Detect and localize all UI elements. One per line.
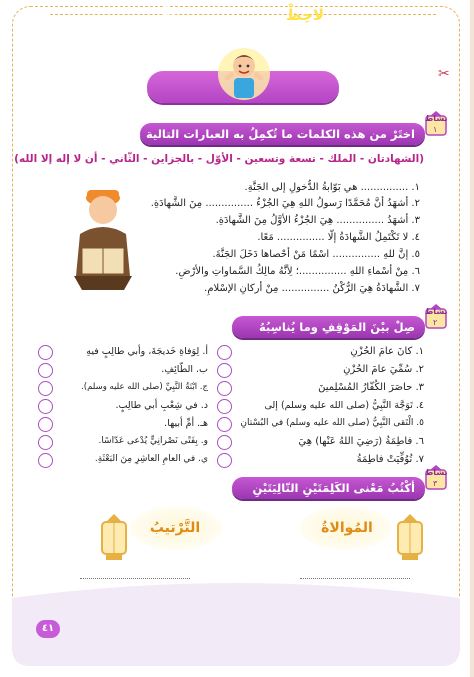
activity1-line-5: ٥. إنَّ للهِ ............... اسْمًا مَنْ أحْصاها دَخَلَ الجَنَّةَ. (212, 249, 420, 260)
activity1-badge-number: ١ (433, 125, 438, 134)
match-right-item-1: ١. كانَ عامَ الحُزْنِ (350, 346, 424, 357)
match-right-circle-2[interactable] (217, 363, 232, 378)
page-edge (470, 0, 474, 677)
match-right-circle-1[interactable] (217, 345, 232, 360)
activity1-word-bank: (الشهادتان - الملك - تسعة وتسعين - الأوّل - بالجزاين - الثّاني - أن لا إله إلا الله) (14, 153, 424, 165)
match-left-item-d: د. في شِعْبِ أبي طالِبٍ. (115, 400, 208, 411)
activity1-line-1: ١. ............... هي بَوّابةُ الدُّخولِ إلى الجَنَّةِ. (244, 182, 420, 193)
match-right-item-6: ٦. فاطِمَةُ (رَضِيَ اللهُ عَنْها) هِيَ (298, 436, 424, 447)
match-left-circle-f[interactable] (38, 435, 53, 450)
activity2-title: صِلْ بيْنَ المَوْقِفِ وما يُناسِبُهُ (258, 320, 415, 334)
child-mascot-icon (216, 44, 272, 108)
match-right-item-3: ٣. حاصَرَ الكُفّارُ المُسْلِمينَ (318, 382, 424, 393)
activity1-line-3: ٣. أشهَدُ ............... هِيَ الجُزْءُ الأوَّلُ مِنَ الشَّهادَةِ. (215, 215, 420, 226)
match-left-item-b: ب. الطّائِفِ. (161, 364, 208, 375)
activity1-badge-label: نشاط (425, 114, 448, 123)
header-observe-label: لاحِظْ (286, 6, 325, 24)
match-left-item-f: و. بِفَتًى نَصْرانِيٍّ يُدْعى عَدّاسًا. (98, 436, 208, 446)
match-left-item-g: ي. في العامِ العاشِرِ مِنَ البَعْثَةِ. (94, 454, 208, 464)
match-right-circle-4[interactable] (217, 399, 232, 414)
activity1-line-6: ٦. مِنْ أسْماءِ اللهِ ...............؛ لِأنَّهُ مالِكُ السَّماواتِ والأرْضِ. (175, 266, 420, 277)
match-right-item-5: ٥. الْتَقى النَّبِيُّ (صلى الله عليه وسلم) في البُسْتانِ (240, 418, 424, 428)
activity3-badge-label: نشاط (425, 468, 448, 477)
scissors-icon: ✂ (438, 66, 450, 82)
activity1-title: اختَرْ من هذه الكلمات ما تُكمِلُ به العبارات التالية (145, 127, 415, 141)
match-right-item-2: ٢. سُمِّيَ عامَ الحُزْنِ (343, 364, 424, 375)
top-dashed-line (50, 14, 436, 15)
match-right-circle-6[interactable] (217, 435, 232, 450)
lantern-right-icon (392, 514, 428, 562)
lantern-left-icon (96, 514, 132, 562)
match-left-item-e: هـ. أمِّ أبيها. (164, 418, 208, 429)
activity1-line-7: ٧. الشَّهادَةُ هِيَ الرُّكْنُ ............... مِنْ أركانِ الإسْلامِ. (204, 283, 420, 294)
boy-reading-quran-illustration (60, 176, 146, 294)
match-left-item-c: ج. ابْنَةُ النَّبِيِّ (صلى الله عليه وسلم). (81, 382, 208, 392)
match-left-circle-c[interactable] (38, 381, 53, 396)
activity2-badge-label: نشاط (425, 307, 448, 316)
match-left-item-a: أ. لِوَفاةِ خَديجَةَ، وأبي طالِبٍ فيهِ (86, 346, 208, 357)
match-right-circle-3[interactable] (217, 381, 232, 396)
activity3-title: أكْتُبُ مَعْنى الكَلِمَتَيْنِ التّالِيَتَيْنِ (252, 481, 415, 495)
meaning-word-right: المُوالاةُ (321, 520, 373, 536)
meaning-word-left: التَّرْتيبُ (149, 520, 201, 536)
match-right-item-4: ٤. تَوَجَّهَ النَّبِيُّ (صلى الله عليه وسلم) إلى (264, 400, 424, 411)
activity1-line-2: ٢. أشهَدُ أنَّ مُحَمَّدًا رَسولُ اللهِ هِيَ الجُزْءُ ............... مِنَ الشَّهادَةِ. (150, 198, 420, 209)
page-number-badge: ٤١ (36, 620, 60, 638)
match-left-circle-g[interactable] (38, 453, 53, 468)
match-left-circle-a[interactable] (38, 345, 53, 360)
header-learn-label: وتَعَلَّمْ (151, 6, 193, 24)
match-right-circle-7[interactable] (217, 453, 232, 468)
activity3-badge-number: ٣ (433, 479, 438, 488)
activity2-badge-number: ٢ (433, 318, 438, 327)
activity1-line-4: ٤. لا تَكْتَمِلُ الشَّهادَةُ إلّا ............... مَعًا. (257, 232, 420, 243)
match-left-circle-d[interactable] (38, 399, 53, 414)
match-left-circle-b[interactable] (38, 363, 53, 378)
match-left-circle-e[interactable] (38, 417, 53, 432)
footer-wave-decoration (12, 578, 460, 666)
match-right-circle-5[interactable] (217, 417, 232, 432)
match-right-item-7: ٧. تُوُفِّيَتْ فاطِمَةُ (356, 454, 424, 465)
